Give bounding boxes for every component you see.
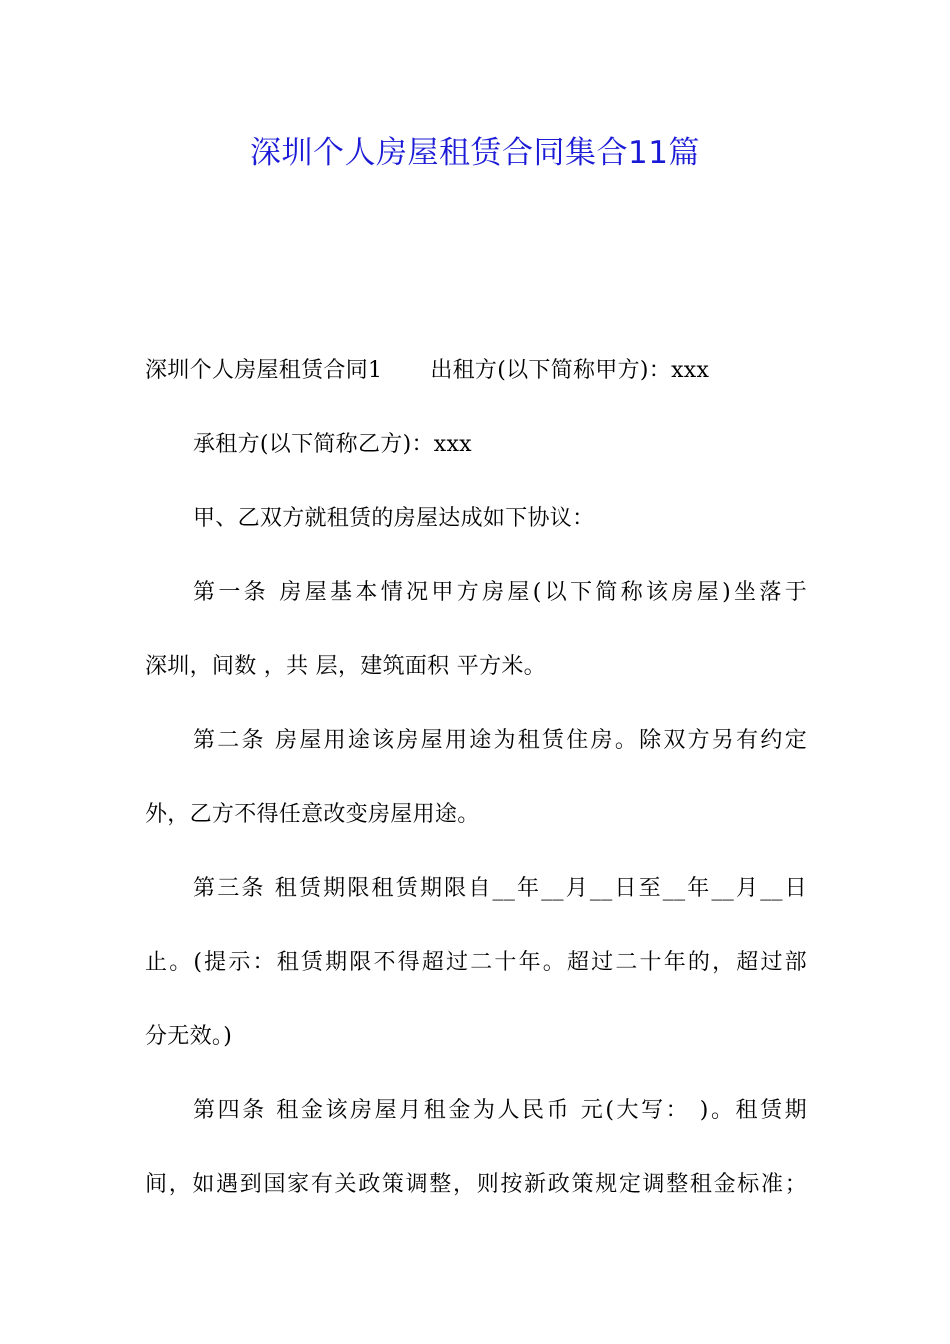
article-2-line-2: 外，乙方不得任意改变房屋用途。 [145,802,480,827]
article-3-line-3: 分无效。) [145,1024,233,1049]
document-title: 深圳个人房屋租赁合同集合11篇 [250,135,700,171]
article-3-line-2: 止。(提示：租赁期限不得超过二十年。超过二十年的，超过部 [145,950,807,975]
document-body [145,334,807,1222]
article-2-line-1: 第二条 房屋用途该房屋用途为租赁住房。除双方另有约定 [193,728,807,753]
article-4-line-1: 第四条 租金该房屋月租金为人民币 元(大写： )。租赁期 [193,1098,807,1123]
lessor-line: 出租方(以下简称甲方)：xxx [430,358,710,383]
article-4-line-2: 间，如遇到国家有关政策调整，则按新政策规定调整租金标准； [145,1172,807,1197]
lessee-line: 承租方(以下简称乙方)：xxx [193,432,472,457]
article-1-line-2: 深圳，间数 ，共 层，建筑面积 平方米。 [145,654,546,679]
article-3-line-1: 第三条 租赁期限租赁期限自__年__月__日至__年__月__日 [193,876,807,901]
contract-heading-line [145,334,807,408]
article-1-line-1: 第一条 房屋基本情况甲方房屋(以下简称该房屋)坐落于 [193,580,807,605]
agreement-intro: 甲、乙双方就租赁的房屋达成如下协议： [193,506,595,531]
contract-number-heading: 深圳个人房屋租赁合同1 [145,358,383,383]
